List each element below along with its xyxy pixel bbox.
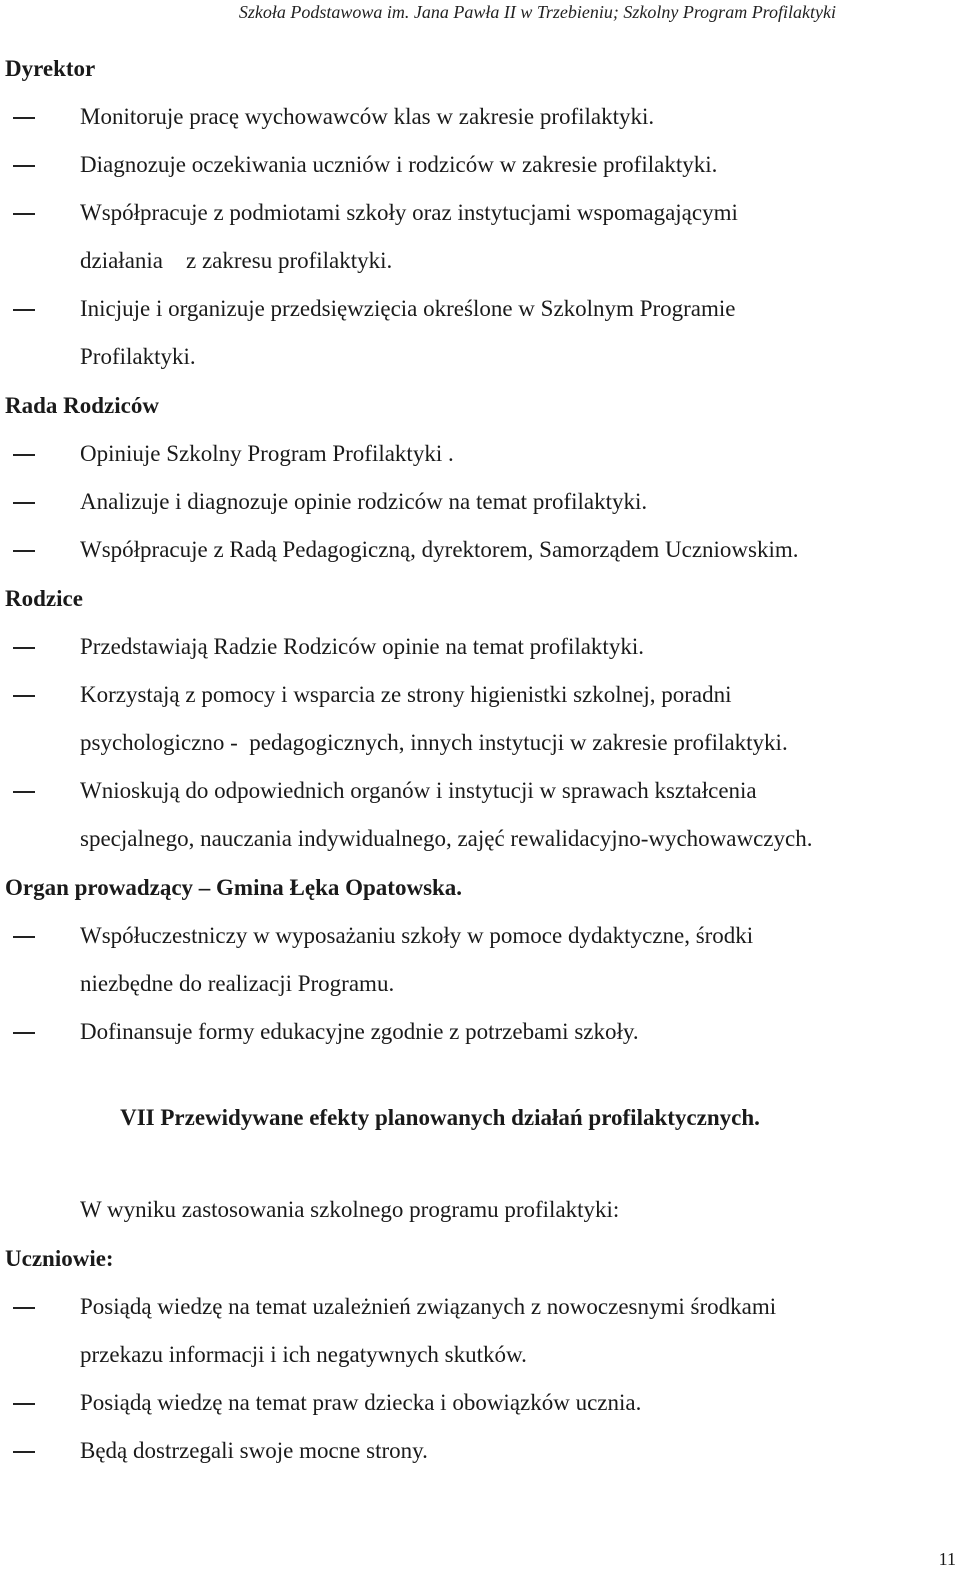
heading-uczniowie: Uczniowie: <box>5 1246 114 1271</box>
intro-text: W wyniku zastosowania szkolnego programu profilaktyki: <box>80 1197 620 1222</box>
dash-bullet-icon <box>13 647 35 649</box>
list-item: Współpracuje z Radą Pedagogiczną, dyrektorem, Samorządem Uczniowskim. <box>5 526 955 574</box>
section-title-efekty: VII Przewidywane efekty planowanych działań profilaktycznych. <box>120 1105 760 1130</box>
dash-bullet-icon <box>13 1451 35 1453</box>
list-item: Wnioskują do odpowiednich organów i instytucji w sprawach kształcenia specjalnego, nauczania indywidualnego, zajęć rewalidacyjno-wychowawczych. <box>5 767 955 863</box>
list-item: Korzystają z pomocy i wsparcia ze strony higienistki szkolnej, poradni psychologiczno - pedagogicznych, innych instytucji w zakresie profilaktyki. <box>5 671 955 767</box>
dash-bullet-icon <box>13 213 35 215</box>
page-number: 11 <box>938 1549 956 1569</box>
list-item: Monitoruje pracę wychowawców klas w zakresie profilaktyki. <box>5 93 955 141</box>
heading-dyrektor: Dyrektor <box>5 56 96 81</box>
list-item: Inicjuje i organizuje przedsięwzięcia określone w Szkolnym Programie Profilaktyki. <box>5 285 955 381</box>
running-header: Szkoła Podstawowa im. Jana Pawła II w Trzebieniu; Szkolny Program Profilaktyki <box>238 2 836 22</box>
list-item: Posiądą wiedzę na temat uzależnień związanych z nowoczesnymi środkami przekazu informacji i ich negatywnych skutków. <box>5 1283 955 1379</box>
heading-rodzice: Rodzice <box>5 586 83 611</box>
dash-bullet-icon <box>13 309 35 311</box>
list-uczniowie <box>5 1283 955 1475</box>
heading-organ-prowadzacy: Organ prowadzący – Gmina Łęka Opatowska. <box>5 875 463 900</box>
list-item: Będą dostrzegali swoje mocne strony. <box>5 1427 955 1475</box>
list-item: Opiniuje Szkolny Program Profilaktyki . <box>5 430 955 478</box>
list-item: Współpracuje z podmiotami szkoły oraz instytucjami wspomagającymi działania z zakresu profilaktyki. <box>5 189 955 285</box>
dash-bullet-icon <box>13 791 35 793</box>
dash-bullet-icon <box>13 117 35 119</box>
list-rodzice <box>5 623 955 863</box>
list-item: Diagnozuje oczekiwania uczniów i rodziców w zakresie profilaktyki. <box>5 141 955 189</box>
list-item: Posiądą wiedzę na temat praw dziecka i obowiązków ucznia. <box>5 1379 955 1427</box>
dash-bullet-icon <box>13 936 35 938</box>
document-body <box>5 44 955 1475</box>
dash-bullet-icon <box>13 695 35 697</box>
dash-bullet-icon <box>13 502 35 504</box>
list-item: Analizuje i diagnozuje opinie rodziców na temat profilaktyki. <box>5 478 955 526</box>
dash-bullet-icon <box>13 1307 35 1309</box>
list-item: Przedstawiają Radzie Rodziców opinie na temat profilaktyki. <box>5 623 955 671</box>
dash-bullet-icon <box>13 1032 35 1034</box>
list-organ-prowadzacy <box>5 912 955 1056</box>
heading-rada-rodzicow: Rada Rodziców <box>5 393 159 418</box>
list-item: Dofinansuje formy edukacyjne zgodnie z potrzebami szkoły. <box>5 1008 955 1056</box>
dash-bullet-icon <box>13 550 35 552</box>
dash-bullet-icon <box>13 165 35 167</box>
list-rada-rodzicow <box>5 430 955 574</box>
list-dyrektor <box>5 93 955 381</box>
dash-bullet-icon <box>13 1403 35 1405</box>
dash-bullet-icon <box>13 454 35 456</box>
list-item: Współuczestniczy w wyposażaniu szkoły w pomoce dydaktyczne, środki niezbędne do realizacji Programu. <box>5 912 955 1008</box>
